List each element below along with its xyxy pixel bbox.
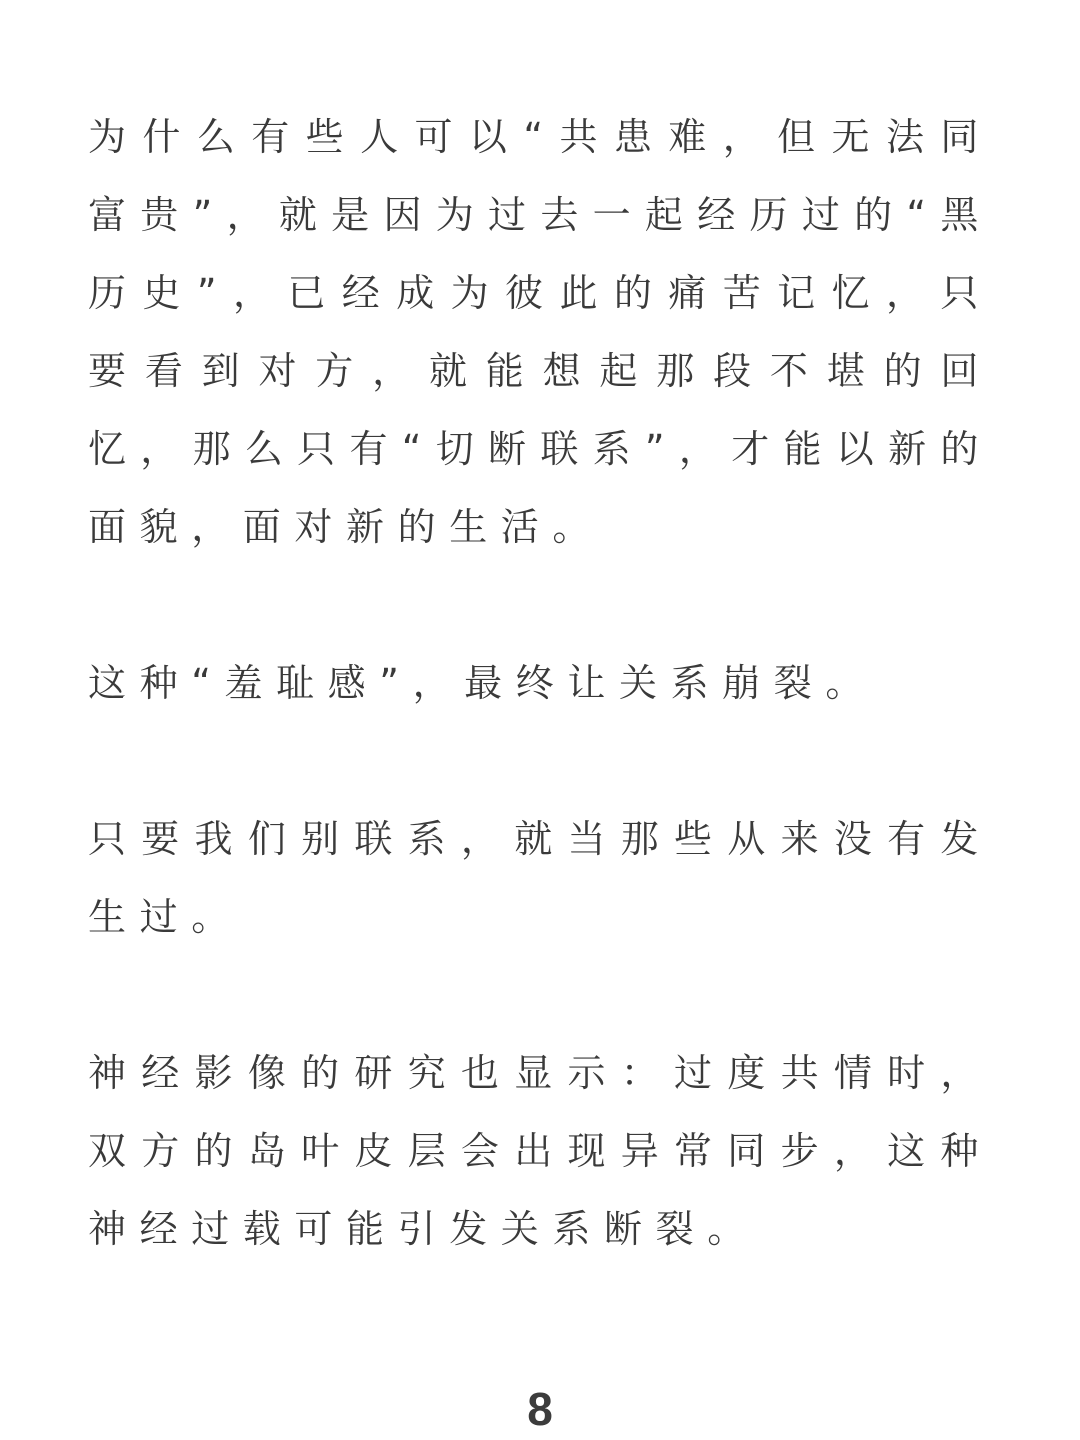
paragraph-4: 神经影像的研究也显示：过度共情时，双方的岛叶皮层会出现异常同步，这种神经过载可能引发关系断裂。 (88, 1051, 992, 1251)
paragraph-2: 这种“羞耻感”，最终让关系崩裂。 (88, 661, 877, 705)
paragraph-3: 只要我们别联系，就当那些从来没有发生过。 (88, 817, 992, 939)
paragraph-1: 为什么有些人可以“共患难，但无法同富贵”，就是因为过去一起经历过的“黑历史”，已经成为彼此的痛苦记忆，只要看到对方，就能想起那段不堪的回忆，那么只有“切断联系”，才能以新的面貌，面对新的生活。 (88, 115, 992, 549)
article-body (88, 98, 992, 1346)
page-number: 8 (527, 1383, 553, 1435)
